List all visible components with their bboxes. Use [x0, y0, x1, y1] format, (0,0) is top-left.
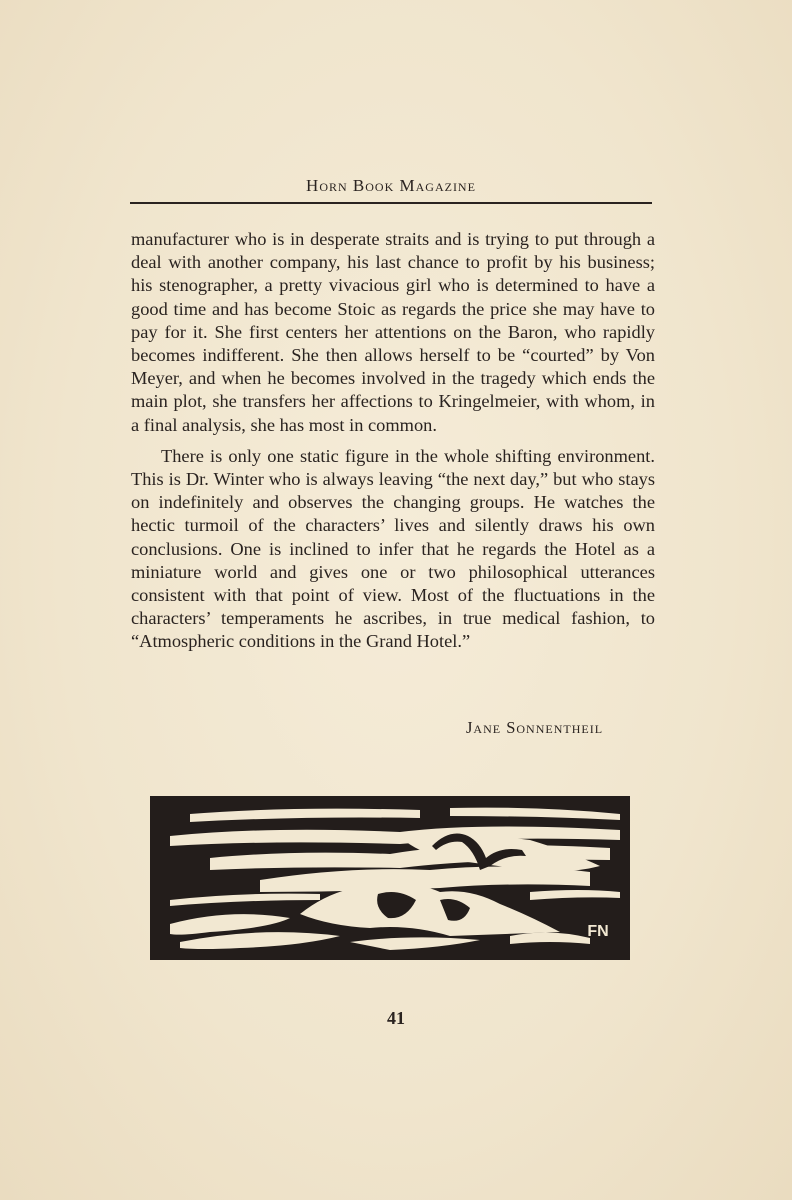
woodcut-monogram: FN	[587, 923, 609, 940]
woodcut-illustration	[150, 796, 630, 960]
author-signature: Jane Sonnentheil	[466, 718, 604, 737]
article-body	[131, 228, 655, 654]
body-paragraph-2: There is only one static figure in the whole shifting environment. This is Dr. Winter who is always leaving “the next day,” but who stays on indefinitely and observes the changing groups. He watches the hectic turmoil of the characters’ lives and silently draws his own conclusions. One is inclined to infer that he regards the Hotel as a miniature world and gives one or two philosophical utterances consistent with that point of view. Most of the fluctuations in the characters’ temperaments he ascribes, in true medical fashion, to “Atmospheric conditions in the Grand Hotel.”	[131, 445, 655, 652]
page-number: 41	[387, 1008, 405, 1028]
header-rule	[130, 202, 652, 204]
running-head: Horn Book Magazine	[306, 176, 476, 195]
body-paragraph-1: manufacturer who is in desperate straits and is trying to put through a deal with another company, his last chance to profit by his business; his stenographer, a pretty vivacious girl who is determined to have a good time and has become Stoic as regards the price she may have to pay for it. She first centers her attentions on the Baron, who rapidly becomes indifferent. She then allows herself to be “courted” by Von Meyer, and when he becomes involved in the tragedy which ends the main plot, she transfers her affections to Kringelmeier, with whom, in a final analysis, she has most in common.	[131, 229, 655, 435]
